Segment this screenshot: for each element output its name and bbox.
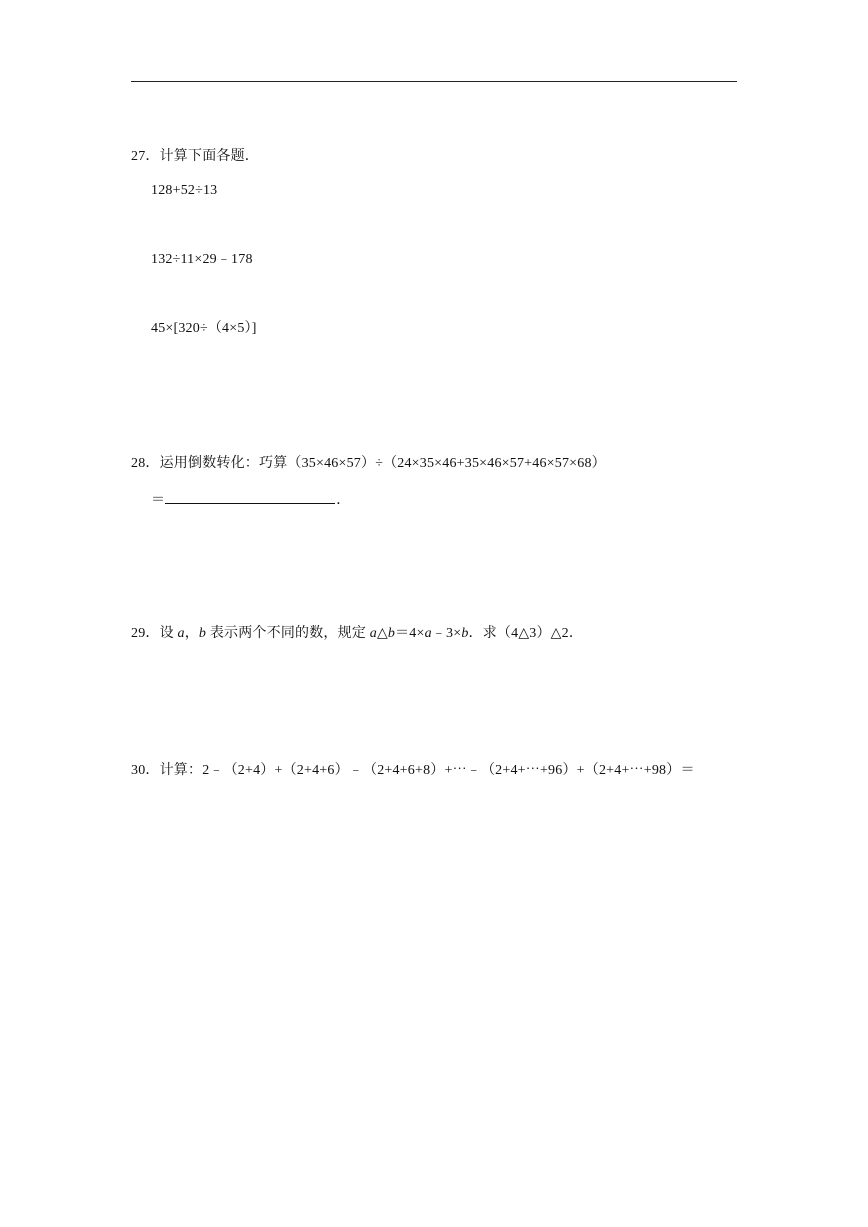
text-part: ．求（4△3）△2． <box>468 626 584 641</box>
question-number: 28． <box>131 456 160 471</box>
variable-a: a <box>369 626 377 641</box>
text-part: ＝4× <box>395 626 425 641</box>
question-text: 运用倒数转化：巧算（35×46×57）÷（24×35×46+35×46×57+46×57×68） <box>159 456 606 471</box>
text-part: ， <box>184 626 199 641</box>
question-text: 计算下面各题． <box>159 149 260 164</box>
question-28-answer-line <box>151 489 350 511</box>
question-text: 计算：2﹣（2+4）+（2+4+6）﹣（2+4+6+8）+⋯﹣（2+4+⋯+96）+（2+4+⋯+98）＝ <box>159 763 695 778</box>
question-27-item-2: 132÷11×29﹣178 <box>151 252 253 267</box>
equals-sign: ＝ <box>151 493 166 508</box>
question-number: 29． <box>131 626 160 641</box>
text-part: 表示两个不同的数，规定 <box>206 626 370 641</box>
answer-period: ． <box>336 493 351 508</box>
question-27-item-3: 45×[320÷（4×5）] <box>151 321 257 336</box>
question-27 <box>131 147 259 167</box>
variable-a: a <box>424 626 432 641</box>
variable-a: a <box>177 626 185 641</box>
variable-b: b <box>461 626 469 641</box>
variable-b: b <box>387 626 396 641</box>
question-28 <box>131 454 606 474</box>
question-30 <box>131 761 695 781</box>
text-part: △ <box>376 626 388 641</box>
question-27-item-1: 128+52÷13 <box>151 183 218 198</box>
variable-b: b <box>198 626 207 641</box>
question-29 <box>131 624 583 644</box>
header-rule <box>131 81 737 82</box>
text-part: ﹣3× <box>431 626 462 641</box>
answer-blank[interactable] <box>165 489 335 504</box>
question-number: 27． <box>131 149 160 164</box>
text-part: 设 <box>159 626 178 641</box>
question-number: 30． <box>131 763 160 778</box>
